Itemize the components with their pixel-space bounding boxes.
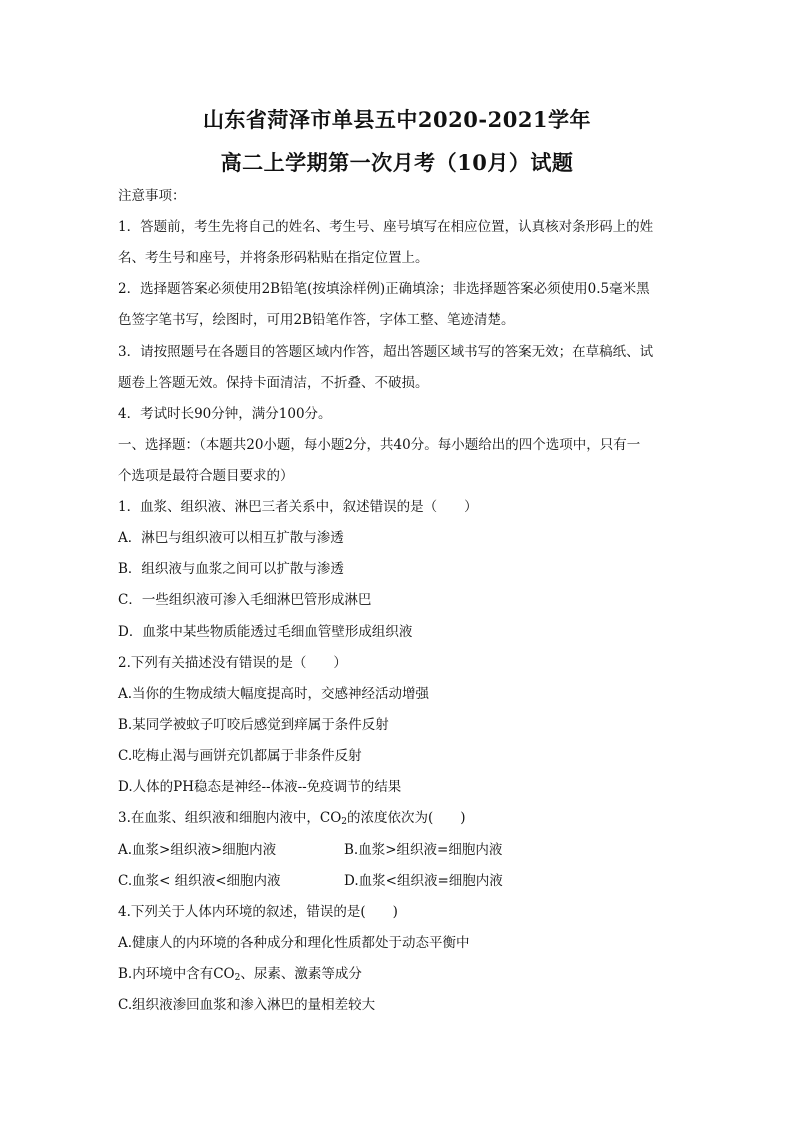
question-3-option-c: C.血浆< 组织液<细胞内液 [118, 873, 281, 889]
question-2-option-c: C.吃梅止渴与画饼充饥都属于非条件反射 [118, 748, 362, 764]
question-1-option-c: C．一些组织液可渗入毛细淋巴管形成淋巴 [118, 592, 372, 608]
exam-title-line2: 高二上学期第一次月考（10月）试题 [220, 150, 574, 175]
question-4-option-b-end: 、尿素、激素等成分 [240, 966, 362, 982]
question-4-option-c: C.组织液渗回血浆和渗入淋巴的量相差较大 [118, 997, 376, 1013]
question-4-stem: 4.下列关于人体内环境的叙述，错误的是( ) [118, 904, 398, 920]
question-2-option-b: B.某同学被蚊子叮咬后感觉到痒属于条件反射 [118, 717, 389, 733]
question-1-stem: 1．血浆、组织液、淋巴三者关系中，叙述错误的是（ ） [118, 499, 478, 515]
notice-line: 3．请按照题号在各题目的答题区域内作答，超出答题区域书写的答案无效；在草稿纸、试 [118, 344, 654, 360]
notice-line: 4．考试时长90分钟，满分100分。 [118, 406, 332, 422]
question-3-option-a: A.血浆>组织液>细胞内液 [118, 842, 277, 858]
section-heading: 一、选择题：（本题共20小题，每小题2分，共40分。每小题给出的四个选项中，只有一 [118, 437, 641, 453]
question-3-option-b: B.血浆>组织液=细胞内液 [344, 842, 503, 858]
question-4-option-a: A.健康人的内环境的各种成分和理化性质都处于动态平衡中 [118, 935, 470, 951]
question-2-option-a: A.当你的生物成绩大幅度提高时，交感神经活动增强 [118, 686, 430, 702]
exam-title-line1: 山东省菏泽市单县五中2020-2021学年 [202, 107, 592, 132]
question-1-option-d: D．血浆中某些物质能透过毛细血管壁形成组织液 [118, 624, 413, 640]
question-4-option-b-text: B.内环境中含有CO [118, 966, 235, 982]
section-heading-cont: 个选项是最符合题目要求的） [118, 468, 294, 484]
question-3-stem-end: 的浓度依次为( ) [347, 810, 466, 826]
subscript: 2 [341, 817, 348, 827]
question-2-stem: 2.下列有关描述没有错误的是（ ） [118, 655, 347, 671]
question-3-option-d: D.血浆<组织液=细胞内液 [344, 873, 503, 889]
notice-line: 2．选择题答案必须使用2B铅笔(按填涂样例)正确填涂；非选择题答案必须使用0.5毫米黑 [118, 281, 650, 297]
subscript: 2 [234, 973, 241, 983]
question-3-stem [118, 808, 466, 828]
question-3-stem-text: 3.在血浆、组织液和细胞内液中，CO [118, 810, 342, 826]
question-2-option-d: D.人体的PH稳态是神经--体液--免疫调节的结果 [118, 779, 402, 795]
notice-line: 名、考生号和座号，并将条形码粘贴在指定位置上。 [118, 250, 429, 266]
question-1-option-b: B．组织液与血浆之间可以扩散与渗透 [118, 561, 344, 577]
notice-line: 题卷上答题无效。保持卡面清洁，不折叠、不破损。 [118, 375, 429, 391]
question-1-option-a: A．淋巴与组织液可以相互扩散与渗透 [118, 530, 344, 546]
notice-line: 1．答题前，考生先将自己的姓名、考生号、座号填写在相应位置，认真核对条形码上的姓 [118, 219, 654, 235]
question-4-option-b [118, 964, 362, 984]
notice-heading: 注意事项： [118, 188, 186, 204]
notice-line: 色签字笔书写，绘图时，可用2B铅笔作答，字体工整、笔迹清楚。 [118, 312, 515, 328]
